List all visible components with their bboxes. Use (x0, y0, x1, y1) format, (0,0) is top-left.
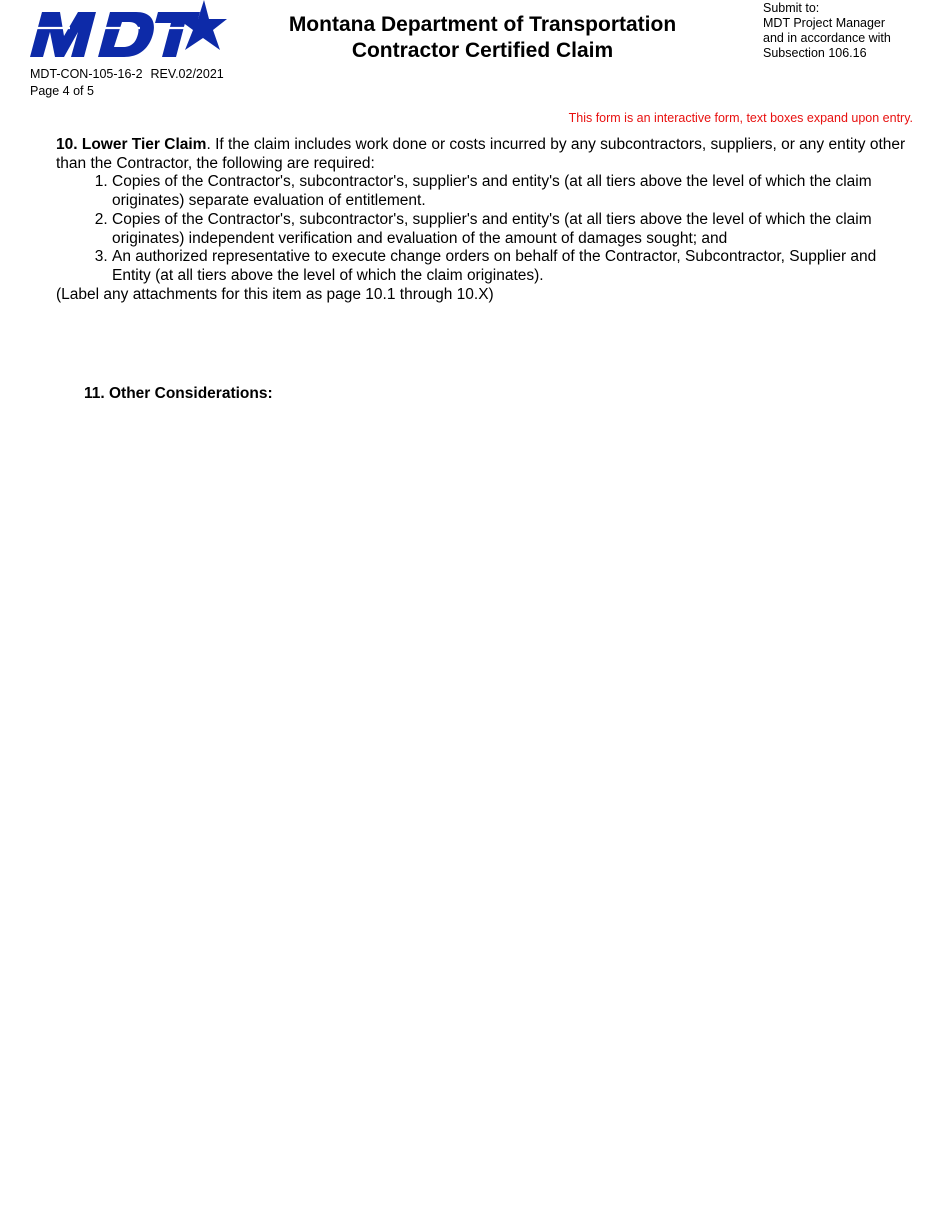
section-10-requirements-list (56, 173, 918, 285)
mdt-logo (28, 0, 228, 62)
section-10-lower-tier-claim (56, 136, 918, 304)
section-10-text-field[interactable] (56, 310, 918, 370)
submit-line: MDT Project Manager (763, 16, 886, 30)
list-item: 1. Copies of the Contractor's, subcontractor's, supplier's and entity's (at all tiers above the level of which the claim originates) separate evaluation of entitlement. (112, 173, 918, 210)
section-11-heading: 11. Other Considerations: (84, 385, 273, 402)
section-10-intro-text: . If the claim includes work done or costs incurred by any subcontractors, suppliers, or any entity other than the Contractor, the following are required: (56, 136, 906, 172)
submit-line: and in accordance with (763, 31, 891, 45)
page-title (250, 12, 715, 64)
page-number: Page 4 of 5 (30, 84, 94, 98)
list-item: 3. An authorized representative to execute change orders on behalf of the Contractor, Subcontractor, Supplier and Entity (at all tiers above the level of which the claim originates). (112, 248, 918, 285)
form-identifier (30, 66, 224, 100)
list-item: 2. Copies of the Contractor's, subcontractor's, supplier's and entity's (at all tiers above the level of which the claim originates) independent verification and evaluation of the amount of damages sought; and (112, 211, 918, 248)
submit-line: Submit to: (763, 1, 820, 15)
title-line-1: Montana Department of Transportation (288, 13, 677, 36)
interactive-form-notice: This form is an interactive form, text boxes expand upon entry. (568, 111, 913, 125)
submit-line: Subsection 106.16 (763, 46, 867, 60)
form-revision: REV.02/2021 (150, 67, 224, 81)
section-11-text-field[interactable] (56, 412, 918, 1172)
section-10-heading: 10. Lower Tier Claim (56, 136, 207, 153)
form-number: MDT-CON-105-16-2 (30, 67, 143, 81)
submit-to-block (763, 1, 891, 61)
section-10-attachment-note: (Label any attachments for this item as page 10.1 through 10.X) (56, 285, 494, 303)
title-line-2: Contractor Certified Claim (351, 39, 614, 62)
section-10-intro (56, 136, 918, 173)
